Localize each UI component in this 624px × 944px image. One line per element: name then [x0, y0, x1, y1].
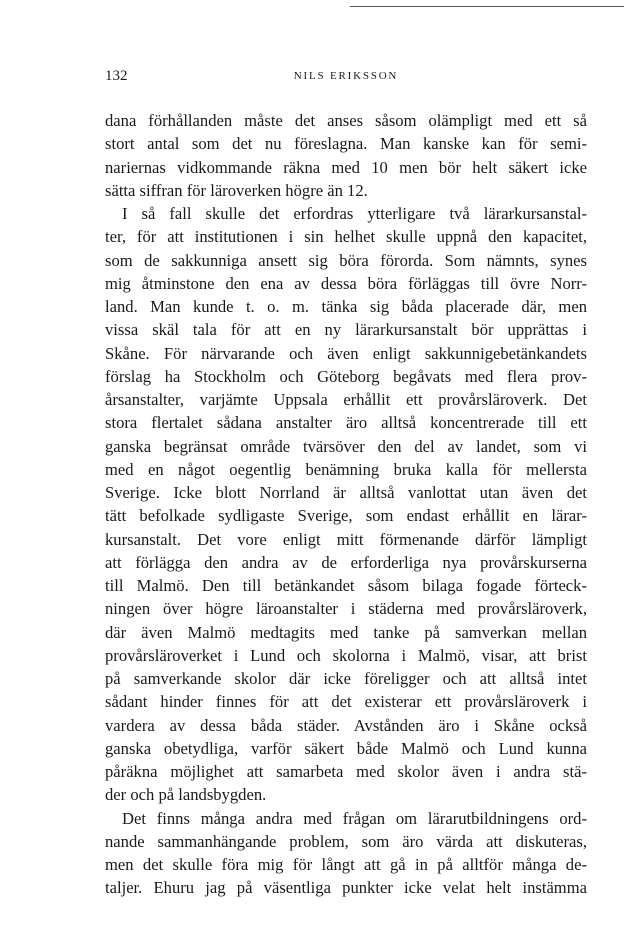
text-line: förslag ha Stockholm och Göteborg begåvats med flera prov- — [105, 366, 587, 386]
text-line: land. Man kunde t. o. m. tänka sig båda placerade där, men — [105, 297, 587, 316]
text-line: med en något oegentlig benämning bruka kalla för mellersta — [105, 459, 587, 479]
text-line: kursanstalt. Det vore enligt mitt förmenande därför lämpligt — [105, 529, 587, 549]
text-line: dana förhållanden måste det anses såsom olämpligt med ett så — [105, 111, 587, 130]
text-line: Skåne. För närvarande och även enligt sakkunnigebetänkandets — [105, 343, 587, 363]
text-line: på samverkande skolor där icke föreligger och att alltså intet — [105, 669, 587, 688]
text-line: mig åtminstone den ena av dessa böra förläggas till övre Norr- — [105, 273, 587, 293]
text-line: ganska begränsat område tvärsöver den del av landet, som vi — [105, 436, 587, 456]
text-line: till Malmö. Den till betänkandet såsom bilaga fogade förteck- — [105, 576, 587, 595]
text-line: men det skulle föra mig för långt att gå in på alltför många de- — [105, 855, 587, 874]
text-line: påräkna möjlighet att samarbeta med skolor även i andra stä- — [105, 762, 587, 781]
text-line: stora flertalet sådana anstalter äro alltså koncentrerade till ett — [105, 413, 587, 433]
text-line: tätt befolkade sydligaste Sverige, som endast erhållit en lärar- — [105, 506, 587, 526]
text-line: nariernas vidkommande räkna med 10 men bör helt säkert icke — [105, 157, 587, 177]
text-line: vardera av dessa båda städer. Avstånden äro i Skåne också — [105, 715, 587, 735]
text-line: provårsläroverket i Lund och skolorna i Malmö, visar, att brist — [105, 645, 587, 665]
body-text — [105, 109, 587, 900]
text-line: I så fall skulle det erfordras ytterligare två lärarkursanstal- — [122, 204, 587, 223]
text-line: ganska obetydliga, varför säkert både Malmö och Lund kunna — [105, 738, 587, 758]
running-title: NILS ERIKSSON — [293, 70, 399, 82]
text-line: där även Malmö medtagits med tanke på samverkan mellan — [105, 622, 587, 642]
top-edge-rule — [350, 6, 624, 7]
text-line: stort antal som det nu föreslagna. Man kanske kan för semi- — [105, 134, 587, 154]
text-line: der och på landsbygden. — [105, 785, 267, 805]
text-line: vissa skäl tala för att en ny lärarkursanstalt bör upprättas i — [105, 320, 587, 340]
text-line: taljer. Ehuru jag på väsentliga punkter icke velat helt instämma — [105, 878, 587, 898]
text-line: nande sammanhängande problem, som äro värda att diskuteras, — [105, 831, 587, 851]
text-line: sådant hinder finnes för att det existerar ett provårsläroverk i — [105, 692, 587, 712]
text-line: Det finns många andra med frågan om lärarutbildningens ord- — [122, 808, 587, 828]
text-line: som de sakkunniga ansett sig böra förorda. Som nämnts, synes — [105, 250, 587, 270]
page-number: 132 — [105, 68, 128, 84]
running-head — [105, 68, 587, 88]
text-line: ningen över högre läroanstalter i städerna med provårsläroverk, — [105, 599, 587, 619]
text-line: ter, för att institutionen i sin helhet skulle uppnå den kapacitet, — [105, 227, 587, 247]
text-line: att förlägga den andra av de erforderliga nya provårskurserna — [105, 552, 587, 572]
text-line: Sverige. Icke blott Norrland är alltså vanlottat utan även det — [105, 483, 587, 502]
text-line: sätta siffran för läroverken högre än 12. — [105, 180, 368, 200]
text-line: årsanstalter, varjämte Uppsala erhållit ett provårsläroverk. Det — [105, 390, 587, 409]
